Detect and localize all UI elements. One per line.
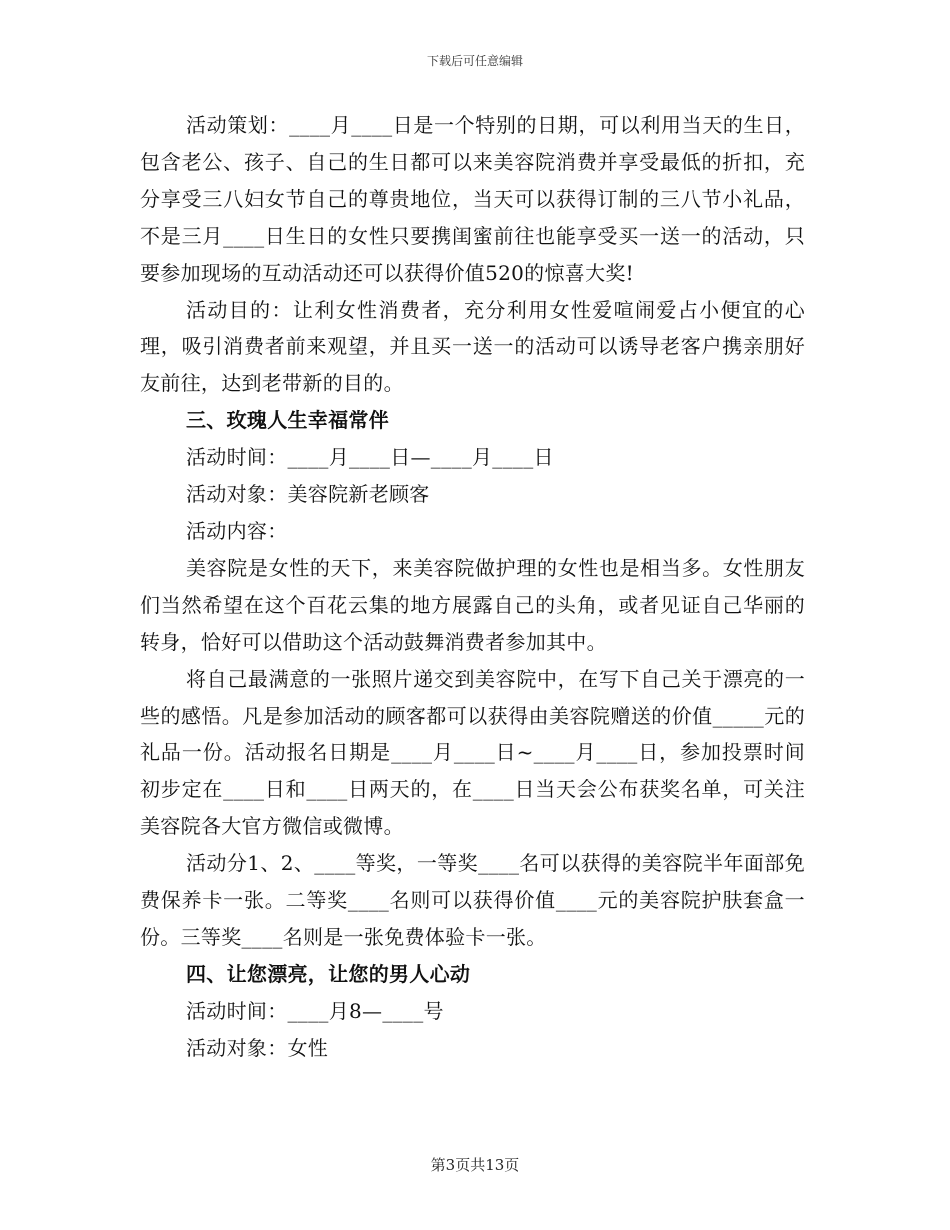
paragraph-activity-purpose: 活动目的：让利女性消费者，充分利用女性爱喧闹爱占小便宜的心理，吸引消费者前来观望，并且买一送一的活动可以诱导老客户携亲朋好友前往，达到老带新的目的。 <box>140 297 805 396</box>
paragraph-activity-content-label: 活动内容： <box>186 518 288 543</box>
section-heading-4: 四、让您漂亮，让您的男人心动 <box>186 961 471 986</box>
section-heading-3: 三、玫瑰人生幸福常伴 <box>186 408 389 433</box>
page-footer: 第3页共13页 <box>430 1156 520 1174</box>
paragraph-activity-time-2: 活动时间：____月8—____号 <box>186 998 444 1023</box>
document-body <box>140 107 805 1067</box>
page-header: 下载后可任意编辑 <box>426 54 523 68</box>
paragraph-photo-submission: 将自己最满意的一张照片递交到美容院中，在写下自己关于漂亮的一些的感悟。凡是参加活动的顾客都可以获得由美容院赠送的价值_____元的礼品一份。活动报名日期是____月____日~____月____日，参加投票时间初步定在____日和____日两天的，在____日当天会公布获奖名单，可关注美容院各大官方微信或微博。 <box>140 666 805 839</box>
paragraph-activity-target: 活动对象：美容院新老顾客 <box>186 482 430 507</box>
paragraph-activity-target-2: 活动对象：女性 <box>186 1035 329 1060</box>
paragraph-intro: 美容院是女性的天下，来美容院做护理的女性也是相当多。女性朋友们当然希望在这个百花云集的地方展露自己的头角，或者见证自己华丽的转身，恰好可以借助这个活动鼓舞消费者参加其中。 <box>140 555 805 654</box>
paragraph-activity-time: 活动时间：____月____日—____月____日 <box>186 445 554 470</box>
paragraph-prizes: 活动分1、2、____等奖，一等奖____名可以获得的美容院半年面部免费保养卡一张。二等奖____名则可以获得价值____元的美容院护肤套盒一份。三等奖____名则是一张免费体验卡一张。 <box>140 851 805 949</box>
paragraph-activity-plan: 活动策划：____月____日是一个特别的日期，可以利用当天的生日，包含老公、孩子、自己的生日都可以来美容院消费并享受最低的折扣，充分享受三八妇女节自己的尊贵地位，当天可以获得订制的三八节小礼品，不是三月____日生日的女性只要携闺蜜前往也能享受买一送一的活动，只要参加现场的互动活动还可以获得价值520的惊喜大奖! <box>140 113 805 285</box>
